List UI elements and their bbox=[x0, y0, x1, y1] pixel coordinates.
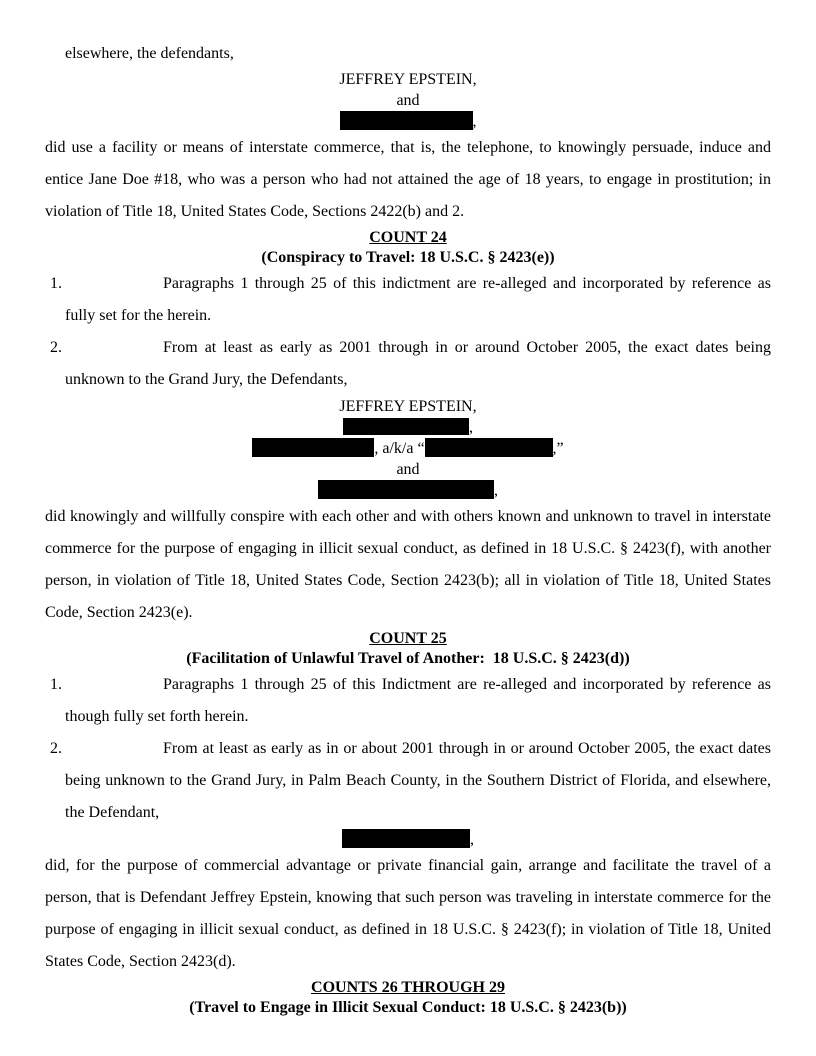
continuation-line: elsewhere, the defendants, bbox=[65, 45, 234, 62]
aka-suffix: ,” bbox=[552, 440, 564, 457]
redaction-bar bbox=[318, 480, 494, 499]
redaction-suffix: , bbox=[469, 419, 473, 436]
paragraph-number: 1. bbox=[50, 275, 62, 292]
defendant-caption-block-2 bbox=[45, 396, 771, 501]
count23-charging-paragraph: did use a facility or means of interstate commerce, that is, the telephone, to knowingly persuade, induce and entice Jane Doe #18, who was a person who had not attained the age of 18 years, to engage in prostitution; in violation of Title 18, United States Code, Sections 2422(b) and 2. bbox=[45, 139, 771, 220]
count24-title: COUNT 24 bbox=[369, 229, 447, 246]
count24-paragraph-2 bbox=[50, 332, 771, 396]
redaction-bar bbox=[425, 438, 553, 457]
count25-title: COUNT 25 bbox=[369, 630, 447, 647]
defendant-name: JEFFREY EPSTEIN, bbox=[339, 398, 477, 415]
conjunction-and: and bbox=[396, 92, 420, 109]
count25-charging-paragraph: did, for the purpose of commercial advantage or private financial gain, arrange and facilitate the travel of a person, that is Defendant Jeffrey Epstein, knowing that such person was traveling in interstate commerce for the purpose of engaging in illicit sexual conduct, as defined in 18 U.S.C. § 2423(f); in violation of Title 18, United States Code, Section 2423(d). bbox=[45, 857, 771, 970]
count25-heading bbox=[45, 629, 771, 669]
paragraph-number: 1. bbox=[50, 676, 62, 693]
aka-infix: , a/k/a “ bbox=[374, 440, 425, 457]
redaction-suffix: , bbox=[470, 831, 474, 848]
paragraph-text: From at least as early as in or about 2001 through in or around October 2005, the exact dates being unknown to the Grand Jury, in Palm Beach County, in the Southern District of Florida, and elsewhere, the Defendant, bbox=[65, 740, 771, 821]
redacted-defendant-line bbox=[45, 480, 771, 501]
paragraph-text: From at least as early as 2001 through in or around October 2005, the exact dates being unknown to the Grand Jury, the Defendants, bbox=[65, 339, 771, 388]
conjunction-and: and bbox=[396, 461, 420, 478]
redaction-bar bbox=[343, 418, 469, 435]
defendant-caption-block-3 bbox=[45, 829, 771, 850]
count24-paragraph-1 bbox=[50, 268, 771, 332]
defendant-caption-block-1 bbox=[45, 69, 771, 132]
redaction-bar bbox=[252, 438, 374, 457]
redacted-defendant-line bbox=[45, 111, 771, 132]
count25-paragraph-1 bbox=[50, 669, 771, 733]
defendant-name: JEFFREY EPSTEIN, bbox=[339, 71, 477, 88]
redaction-suffix: , bbox=[472, 113, 477, 130]
redacted-aka-line bbox=[45, 438, 771, 459]
counts26-29-subtitle: (Travel to Engage in Illicit Sexual Conduct: 18 U.S.C. § 2423(b)) bbox=[189, 999, 627, 1016]
paragraph-number: 2. bbox=[50, 740, 62, 757]
count24-heading bbox=[45, 228, 771, 268]
count24-charging-paragraph: did knowingly and willfully conspire with each other and with others known and unknown to travel in interstate commerce for the purpose of engaging in illicit sexual conduct, as defined in 18 U.S.C. § 2423(f), with another person, in violation of Title 18, United States Code, Section 2423(b); all in violation of Title 18, United States Code, Section 2423(e). bbox=[45, 508, 771, 621]
count25-paragraph-2 bbox=[50, 733, 771, 829]
count24-subtitle: (Conspiracy to Travel: 18 U.S.C. § 2423(e)) bbox=[261, 249, 555, 266]
paragraph-number: 2. bbox=[50, 339, 62, 356]
count25-subtitle: (Facilitation of Unlawful Travel of Another: 18 U.S.C. § 2423(d)) bbox=[186, 650, 630, 667]
redacted-defendant-line bbox=[45, 417, 771, 438]
paragraph-text: Paragraphs 1 through 25 of this Indictment are re-alleged and incorporated by reference as though fully set forth herein. bbox=[65, 676, 771, 725]
paragraph-text: Paragraphs 1 through 25 of this indictment are re-alleged and incorporated by reference as fully set for the herein. bbox=[65, 275, 771, 324]
counts26-29-heading bbox=[45, 978, 771, 1018]
redaction-bar bbox=[342, 829, 470, 848]
redaction-bar bbox=[340, 111, 473, 130]
redacted-defendant-line bbox=[45, 829, 771, 850]
counts26-29-title: COUNTS 26 THROUGH 29 bbox=[311, 979, 505, 996]
redaction-suffix: , bbox=[494, 482, 498, 499]
